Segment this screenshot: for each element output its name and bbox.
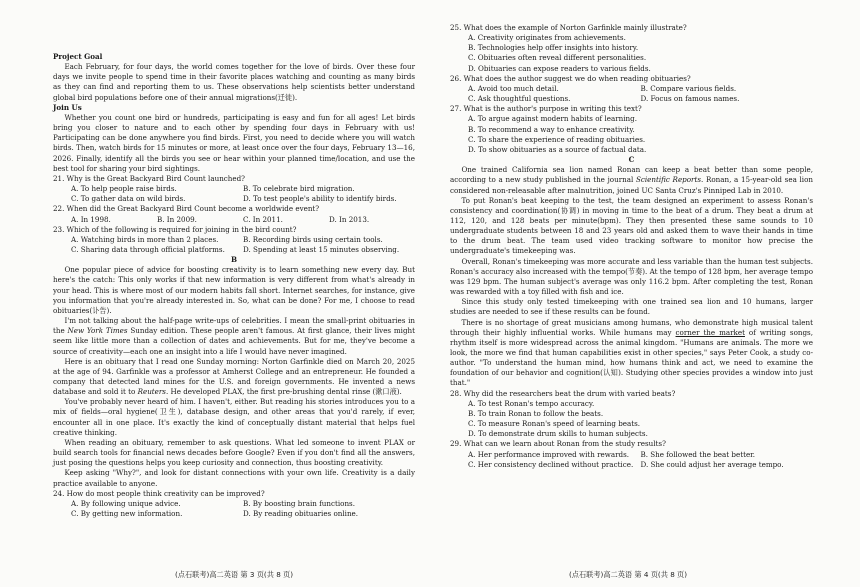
option[interactable]: A. In 1998. — [71, 214, 111, 224]
question-23-options — [53, 235, 415, 255]
option[interactable]: C. To gather data on wild birds. — [71, 194, 186, 204]
option[interactable]: D. In 2013. — [329, 214, 370, 224]
left-page — [53, 52, 415, 519]
question-26: 26. What does the author suggest we do when reading obituaries? — [450, 73, 691, 83]
option[interactable]: C. To share the experience of reading obituaries. — [468, 134, 646, 144]
page-footer-left: (点石联考)高二英语 第 3 页(共 8 页) — [175, 570, 294, 579]
option[interactable]: B. Recording birds using certain tools. — [243, 234, 383, 244]
option[interactable]: A. To test Ronan's tempo accuracy. — [468, 398, 595, 408]
question-21: 21. Why is the Great Backyard Bird Count launched? — [53, 173, 246, 183]
heading-project-goal: Project Goal — [53, 52, 103, 61]
option[interactable]: C. To measure Ronan's speed of learning beats. — [468, 419, 641, 429]
agency-name: Reuters — [137, 387, 166, 397]
option[interactable]: C. Obituaries often reveal different personalities. — [468, 53, 647, 63]
option[interactable]: B. To celebrate bird migration. — [243, 184, 355, 194]
option[interactable]: B. Technologies help offer insights into history. — [468, 43, 639, 53]
option[interactable]: D. By reading obituaries online. — [243, 509, 359, 519]
paragraph-b5: When reading an obituary, remember to ask questions. What led someone to invent PLAX or build search tools for financial news decades before Google? Even if you don't find all the answers, just posing the questions helps you keep curiosity and connection, thus boosting creativity. — [53, 437, 415, 468]
option[interactable]: D. To demonstrate drum skills to human subjects. — [468, 429, 648, 439]
paragraph-b3: Here is an obituary that I read one Sunday morning: Norton Garfinkle died on March 20, 2025 at the age of 94. Garfinkle was a professor at Amherst College and an entrepreneur. He founded a company that detected land mines for the U.S. and foreign governments. He invented a news database and sold it to Reuters. He developed PLAX, the first pre-brushing dental rinse (漱口液). — [53, 356, 415, 397]
option[interactable]: D. Obituaries can expose readers to various fields. — [468, 63, 651, 73]
option[interactable]: C. Ask thoughtful questions. — [468, 94, 571, 104]
option[interactable]: C. In 2011. — [243, 214, 283, 224]
option[interactable]: B. In 2009. — [157, 214, 197, 224]
heading-join-us: Join Us — [53, 102, 82, 112]
paragraph-b4: You've probably never heard of him. I haven't, either. But reading his stories introduces you to a mix of fields—oral hygiene(卫生), database design, and other areas that you'd rarely, if ever, encounter all in one place. It's exactly the kind of conceptually distant material that helps fuel creative thinking. — [53, 397, 415, 437]
option[interactable]: C. Her consistency declined without practice. — [468, 459, 634, 469]
section-b-heading: B — [230, 255, 238, 265]
newspaper-title: New York Times — [67, 326, 128, 336]
question-29: 29. What can we learn about Ronan from the study results? — [450, 439, 666, 449]
question-26-options — [450, 84, 813, 104]
question-27: 27. What is the author's purpose in writing this text? — [450, 104, 642, 114]
option[interactable]: A. Watching birds in more than 2 places. — [71, 234, 219, 244]
section-c-heading: C — [628, 155, 635, 165]
paragraph-c5: There is no shortage of great musicians among humans, who demonstrate high musical talent through their highly influential works. While humans may corner the market of writing songs, rhythm itself is more widespread across the animal kingdom. "Humans are animals. The more we look, the more we find that human capabilities exist in other species," says Peter Cook, a study co-author. "To understand the human mind, how humans think and act, we need to examine the foundation of our behavior and cognition(认知). Studying other species provides a window into just that." — [450, 317, 813, 388]
option[interactable]: A. To argue against modern habits of learning. — [468, 114, 637, 124]
question-29-options — [450, 450, 813, 470]
option[interactable]: B. She followed the beat better. — [640, 449, 756, 459]
question-22-options — [53, 215, 415, 225]
option[interactable]: D. Spending at least 15 minutes observing. — [243, 244, 400, 254]
paragraph-c4: Since this study only tested timekeeping with one trained sea lion and 10 humans, larger studies are needed to see if these results can be found. — [450, 297, 813, 317]
question-21-options — [53, 184, 415, 204]
paragraph-c3: Overall, Ronan's timekeeping was more accurate and less variable than the human test subjects. Ronan's accuracy also increased with the tempo(节奏). At the tempo of 128 bpm, her average tempo was 129 bpm. The human subject's average was only 116.2 bpm. After completing the test, Ronan was rewarded with a toy filled with fish and ice. — [450, 256, 813, 297]
question-22: 22. When did the Great Backyard Bird Count become a worldwide event? — [53, 204, 320, 214]
question-28: 28. Why did the researchers beat the drum with varied beats? — [450, 388, 676, 398]
paragraph-join-us: Whether you count one bird or hundreds, participating is easy and fun for all ages! Let birds bring you closer to nature and to each other by spending four days in February with us! Participating can be done anywhere you find birds. First, you need to decide where you will watch birds. Then, watch birds for 15 minutes or more, at least once over the four days, February 13—16, 2026. Finally, identify all the birds you see or hear within your planned time/location, and use the best tool for sharing your bird sightings. — [53, 112, 415, 173]
question-25: 25. What does the example of Norton Garfinkle mainly illustrate? — [450, 23, 687, 32]
paragraph-b2: I'm not talking about the half-page write-ups of celebrities. I mean the small-print obituaries in the New York Times Sunday edition. These people aren't famous. At first glance, their lives might seem like little more than a collection of dates and achievements. But for me, they've become a source of creativity—each one an insight into a life I would have never imagined. — [53, 316, 415, 356]
option[interactable]: A. To help people raise birds. — [71, 184, 177, 194]
option[interactable]: C. By getting new information. — [71, 509, 183, 519]
option[interactable]: B. By boosting brain functions. — [243, 498, 355, 508]
option[interactable]: D. Focus on famous names. — [640, 94, 740, 104]
option[interactable]: D. To test people's ability to identify birds. — [243, 194, 397, 204]
paragraph-b1: One popular piece of advice for boosting creativity is to learn something new every day. But here's the catch: This only works if that new information is very different from what's already in your head. This is where most of our modern habits fall short. Internet searches, for instance, give you information that you're already interested in. So, what can be done? For me, I choose to read obituaries(讣告). — [53, 265, 415, 315]
page-footer-right: (点石联考)高二英语 第 4 页(共 8 页) — [569, 570, 688, 579]
option[interactable]: D. She could adjust her average tempo. — [640, 459, 784, 469]
question-24: 24. How do most people think creativity can be improved? — [53, 488, 265, 498]
question-23: 23. Which of the following is required for joining in the bird count? — [53, 224, 297, 234]
option[interactable]: B. Compare various fields. — [640, 83, 737, 93]
option[interactable]: A. Her performance improved with rewards. — [468, 449, 630, 459]
paragraph-project-goal: Each February, for four days, the world comes together for the love of birds. Over these four days we invite people to spend time in their favorite places watching and counting as many birds as they can find and reporting them to us. These observations help scientists better understand global bird populations before one of their annual migrations(迁徙). — [53, 62, 415, 102]
option[interactable]: C. Sharing data through official platforms. — [71, 244, 225, 254]
paragraph-c1: One trained California sea lion named Ronan can keep a beat better than some people, according to a new study published in the journal Scientific Reports. Ronan, a 15-year-old sea lion considered non-releasable after malnutrition, joined UC Santa Cruz's Pinniped Lab in 2010. — [450, 165, 813, 195]
option[interactable]: A. Avoid too much detail. — [468, 83, 559, 93]
paragraph-c2: To put Ronan's beat keeping to the test, the team designed an experiment to assess Ronan's consistency and coordination(协调) in moving in time to the beat of a drum. They beat a drum at 112, 120, and 128 beats per minute(bpm). They then presented these same sounds to 10 undergraduate students between 18 and 23 years old and asked them to wave their hands in time to the drum beat. The team used video tracking software to monitor how precise the undergraduate's timekeeping was. — [450, 195, 813, 256]
option[interactable]: B. To recommend a way to enhance creativity. — [468, 124, 635, 134]
question-24-options — [53, 499, 415, 519]
paragraph-b6: Keep asking "Why?", and look for distant connections with your own life. Creativity is a daily practice available to anyone. — [53, 468, 415, 488]
option[interactable]: A. By following unique advice. — [71, 498, 181, 508]
right-page — [450, 23, 813, 470]
journal-title: Scientific Reports — [635, 175, 701, 185]
option[interactable]: B. To train Ronan to follow the beats. — [468, 408, 604, 418]
underlined-phrase: corner the market — [675, 327, 745, 337]
option[interactable]: D. To show obituaries as a source of factual data. — [468, 144, 647, 154]
option[interactable]: A. Creativity originates from achievements. — [468, 33, 626, 43]
